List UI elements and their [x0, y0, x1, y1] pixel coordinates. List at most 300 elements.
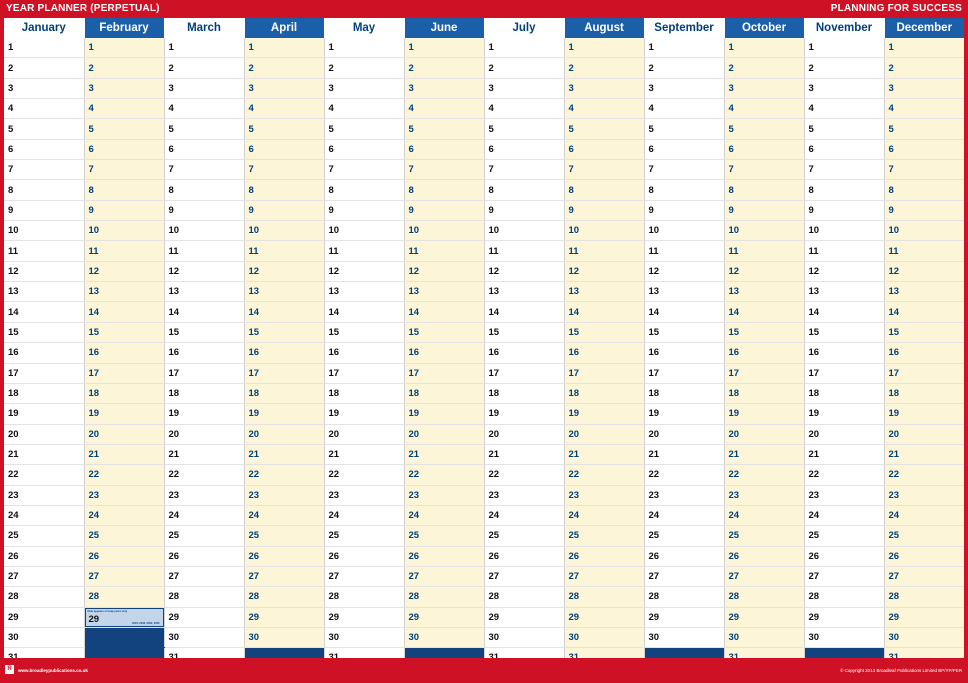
- day-cell[interactable]: 28: [564, 587, 644, 607]
- day-cell[interactable]: 10: [564, 221, 644, 241]
- day-cell[interactable]: 22: [84, 465, 164, 485]
- day-cell[interactable]: 13: [4, 282, 84, 302]
- day-cell[interactable]: 30: [804, 627, 884, 647]
- day-cell[interactable]: 23: [84, 485, 164, 505]
- day-cell[interactable]: 3: [564, 78, 644, 98]
- day-cell[interactable]: 15: [84, 322, 164, 342]
- day-cell[interactable]: 18: [244, 383, 324, 403]
- day-cell[interactable]: 5: [884, 119, 964, 139]
- day-cell[interactable]: 28: [4, 587, 84, 607]
- day-cell[interactable]: 29: [244, 607, 324, 627]
- day-cell[interactable]: 14: [724, 302, 804, 322]
- day-cell[interactable]: 2: [484, 58, 564, 78]
- day-cell[interactable]: 14: [804, 302, 884, 322]
- day-cell[interactable]: 15: [644, 322, 724, 342]
- day-cell[interactable]: 14: [244, 302, 324, 322]
- day-cell[interactable]: 1: [84, 38, 164, 58]
- day-cell[interactable]: 9: [324, 200, 404, 220]
- day-cell[interactable]: 13: [164, 282, 244, 302]
- day-cell[interactable]: 10: [884, 221, 964, 241]
- day-cell[interactable]: 6: [484, 139, 564, 159]
- day-cell[interactable]: 6: [724, 139, 804, 159]
- day-cell[interactable]: 3: [884, 78, 964, 98]
- day-cell[interactable]: 5: [164, 119, 244, 139]
- day-cell[interactable]: 10: [484, 221, 564, 241]
- day-cell[interactable]: 13: [484, 282, 564, 302]
- day-cell[interactable]: 14: [404, 302, 484, 322]
- day-cell[interactable]: 8: [84, 180, 164, 200]
- day-cell[interactable]: 21: [884, 444, 964, 464]
- day-cell[interactable]: 27: [804, 566, 884, 586]
- day-cell[interactable]: 22: [804, 465, 884, 485]
- day-cell[interactable]: 21: [804, 444, 884, 464]
- day-cell[interactable]: 29: [564, 607, 644, 627]
- day-cell[interactable]: 27: [484, 566, 564, 586]
- day-cell[interactable]: 7: [244, 160, 324, 180]
- day-cell[interactable]: 25: [164, 526, 244, 546]
- day-cell[interactable]: 22: [884, 465, 964, 485]
- day-cell[interactable]: 2: [884, 58, 964, 78]
- day-cell[interactable]: 7: [84, 160, 164, 180]
- day-cell[interactable]: 16: [804, 343, 884, 363]
- day-cell[interactable]: 27: [564, 566, 644, 586]
- day-cell[interactable]: 4: [4, 99, 84, 119]
- day-cell[interactable]: 5: [564, 119, 644, 139]
- day-cell[interactable]: 26: [84, 546, 164, 566]
- month-header-march[interactable]: March: [164, 18, 244, 38]
- day-cell[interactable]: 12: [884, 261, 964, 281]
- day-cell[interactable]: 1: [244, 38, 324, 58]
- day-cell[interactable]: 30: [164, 627, 244, 647]
- month-header-april[interactable]: April: [244, 18, 324, 38]
- day-cell[interactable]: 10: [164, 221, 244, 241]
- day-cell[interactable]: 26: [164, 546, 244, 566]
- day-cell[interactable]: 30: [644, 627, 724, 647]
- day-cell[interactable]: 3: [404, 78, 484, 98]
- day-cell[interactable]: 6: [644, 139, 724, 159]
- day-cell[interactable]: 26: [404, 546, 484, 566]
- day-cell[interactable]: 15: [324, 322, 404, 342]
- day-cell[interactable]: 4: [164, 99, 244, 119]
- day-cell[interactable]: 20: [564, 424, 644, 444]
- day-cell[interactable]: 11: [644, 241, 724, 261]
- day-cell[interactable]: 18: [724, 383, 804, 403]
- day-cell[interactable]: 2: [84, 58, 164, 78]
- day-cell[interactable]: 26: [884, 546, 964, 566]
- day-cell[interactable]: 10: [244, 221, 324, 241]
- day-cell[interactable]: 12: [244, 261, 324, 281]
- month-header-june[interactable]: June: [404, 18, 484, 38]
- day-cell[interactable]: 1: [804, 38, 884, 58]
- day-cell[interactable]: 27: [164, 566, 244, 586]
- day-cell[interactable]: 30: [4, 627, 84, 647]
- day-cell[interactable]: 24: [804, 505, 884, 525]
- day-cell[interactable]: 27: [324, 566, 404, 586]
- day-cell[interactable]: 9: [564, 200, 644, 220]
- day-cell[interactable]: 27: [884, 566, 964, 586]
- day-cell[interactable]: 11: [164, 241, 244, 261]
- day-cell[interactable]: 15: [724, 322, 804, 342]
- day-cell[interactable]: 30: [404, 627, 484, 647]
- day-cell[interactable]: 17: [884, 363, 964, 383]
- day-cell[interactable]: 18: [84, 383, 164, 403]
- day-cell[interactable]: 7: [804, 160, 884, 180]
- day-cell[interactable]: 5: [244, 119, 324, 139]
- day-cell[interactable]: 21: [724, 444, 804, 464]
- day-cell[interactable]: 8: [404, 180, 484, 200]
- day-cell[interactable]: 13: [404, 282, 484, 302]
- day-cell[interactable]: 8: [804, 180, 884, 200]
- day-cell[interactable]: 11: [724, 241, 804, 261]
- day-cell[interactable]: 4: [484, 99, 564, 119]
- day-cell[interactable]: 8: [884, 180, 964, 200]
- day-cell[interactable]: 4: [724, 99, 804, 119]
- day-cell[interactable]: 19: [4, 404, 84, 424]
- day-cell[interactable]: 15: [884, 322, 964, 342]
- day-cell[interactable]: 29: [644, 607, 724, 627]
- day-cell[interactable]: 12: [84, 261, 164, 281]
- day-cell[interactable]: 17: [484, 363, 564, 383]
- day-cell[interactable]: 9: [644, 200, 724, 220]
- day-cell[interactable]: 23: [644, 485, 724, 505]
- day-cell[interactable]: 13: [884, 282, 964, 302]
- day-cell[interactable]: 24: [884, 505, 964, 525]
- day-cell[interactable]: 24: [324, 505, 404, 525]
- day-cell[interactable]: 17: [324, 363, 404, 383]
- day-cell[interactable]: 15: [484, 322, 564, 342]
- day-cell[interactable]: 28: [404, 587, 484, 607]
- day-cell[interactable]: 17: [644, 363, 724, 383]
- day-cell[interactable]: 8: [164, 180, 244, 200]
- day-cell[interactable]: 16: [484, 343, 564, 363]
- day-cell[interactable]: 26: [644, 546, 724, 566]
- day-cell[interactable]: 6: [404, 139, 484, 159]
- month-header-december[interactable]: December: [884, 18, 964, 38]
- day-cell[interactable]: 16: [244, 343, 324, 363]
- day-cell[interactable]: 19: [404, 404, 484, 424]
- day-cell[interactable]: 1: [4, 38, 84, 58]
- footer-website-link[interactable]: www.broadleypublications.co.uk: [18, 668, 88, 673]
- day-cell[interactable]: 20: [724, 424, 804, 444]
- day-cell[interactable]: 28: [164, 587, 244, 607]
- day-cell[interactable]: 2: [324, 58, 404, 78]
- day-cell[interactable]: 25: [724, 526, 804, 546]
- day-cell[interactable]: 24: [644, 505, 724, 525]
- day-cell[interactable]: 13: [84, 282, 164, 302]
- day-cell[interactable]: 4: [324, 99, 404, 119]
- day-cell[interactable]: 5: [324, 119, 404, 139]
- day-cell[interactable]: 10: [4, 221, 84, 241]
- day-cell[interactable]: 23: [244, 485, 324, 505]
- day-cell[interactable]: 25: [804, 526, 884, 546]
- day-cell[interactable]: 2: [644, 58, 724, 78]
- day-cell[interactable]: 23: [4, 485, 84, 505]
- day-cell[interactable]: 5: [724, 119, 804, 139]
- day-cell[interactable]: 22: [564, 465, 644, 485]
- day-cell[interactable]: 25: [404, 526, 484, 546]
- day-cell[interactable]: 2: [724, 58, 804, 78]
- day-cell[interactable]: 19: [884, 404, 964, 424]
- day-cell[interactable]: 7: [644, 160, 724, 180]
- day-cell[interactable]: 28: [804, 587, 884, 607]
- day-cell[interactable]: 17: [564, 363, 644, 383]
- day-cell[interactable]: 24: [164, 505, 244, 525]
- day-cell[interactable]: 10: [724, 221, 804, 241]
- day-cell[interactable]: 2: [4, 58, 84, 78]
- day-cell[interactable]: 21: [4, 444, 84, 464]
- day-cell[interactable]: 20: [244, 424, 324, 444]
- day-cell[interactable]: 16: [724, 343, 804, 363]
- day-cell[interactable]: 7: [324, 160, 404, 180]
- day-cell[interactable]: 30: [724, 627, 804, 647]
- day-cell[interactable]: 7: [164, 160, 244, 180]
- day-cell[interactable]: 17: [164, 363, 244, 383]
- day-cell[interactable]: 23: [884, 485, 964, 505]
- month-header-may[interactable]: May: [324, 18, 404, 38]
- month-header-november[interactable]: November: [804, 18, 884, 38]
- day-cell[interactable]: 23: [404, 485, 484, 505]
- day-cell[interactable]: 15: [564, 322, 644, 342]
- day-cell[interactable]: 14: [484, 302, 564, 322]
- day-cell[interactable]: 25: [644, 526, 724, 546]
- day-cell[interactable]: 22: [324, 465, 404, 485]
- day-cell[interactable]: 14: [84, 302, 164, 322]
- day-cell[interactable]: 29: [884, 607, 964, 627]
- day-cell[interactable]: 10: [804, 221, 884, 241]
- day-cell[interactable]: 8: [484, 180, 564, 200]
- day-cell[interactable]: 11: [244, 241, 324, 261]
- day-cell[interactable]: 11: [404, 241, 484, 261]
- day-cell[interactable]: 18: [484, 383, 564, 403]
- day-cell[interactable]: 28: [884, 587, 964, 607]
- day-cell[interactable]: 13: [564, 282, 644, 302]
- day-cell[interactable]: 23: [324, 485, 404, 505]
- day-cell[interactable]: 24: [404, 505, 484, 525]
- day-cell[interactable]: 1: [404, 38, 484, 58]
- day-cell[interactable]: 11: [484, 241, 564, 261]
- day-cell[interactable]: 20: [404, 424, 484, 444]
- day-cell[interactable]: 21: [404, 444, 484, 464]
- day-cell[interactable]: 20: [884, 424, 964, 444]
- day-cell[interactable]: 22: [644, 465, 724, 485]
- day-cell[interactable]: 23: [724, 485, 804, 505]
- day-cell[interactable]: 20: [84, 424, 164, 444]
- day-cell[interactable]: 19: [84, 404, 164, 424]
- day-cell[interactable]: 12: [564, 261, 644, 281]
- day-cell[interactable]: 30: [324, 627, 404, 647]
- day-cell[interactable]: 12: [724, 261, 804, 281]
- day-cell[interactable]: 22: [404, 465, 484, 485]
- day-cell[interactable]: 20: [804, 424, 884, 444]
- day-cell[interactable]: 19: [564, 404, 644, 424]
- day-cell[interactable]: 22: [724, 465, 804, 485]
- day-cell[interactable]: 4: [84, 99, 164, 119]
- month-header-january[interactable]: January: [4, 18, 84, 38]
- day-cell[interactable]: 25: [484, 526, 564, 546]
- day-cell[interactable]: 30: [484, 627, 564, 647]
- day-cell[interactable]: 9: [724, 200, 804, 220]
- day-cell[interactable]: 1: [644, 38, 724, 58]
- day-cell[interactable]: 19: [484, 404, 564, 424]
- day-cell[interactable]: 15: [4, 322, 84, 342]
- day-cell[interactable]: 7: [564, 160, 644, 180]
- day-cell[interactable]: 27: [4, 566, 84, 586]
- month-header-october[interactable]: October: [724, 18, 804, 38]
- day-cell[interactable]: 11: [84, 241, 164, 261]
- day-cell[interactable]: 24: [564, 505, 644, 525]
- day-cell[interactable]: 6: [164, 139, 244, 159]
- day-cell[interactable]: 16: [84, 343, 164, 363]
- day-cell[interactable]: 17: [244, 363, 324, 383]
- day-cell[interactable]: 12: [164, 261, 244, 281]
- day-cell[interactable]: 29: [724, 607, 804, 627]
- day-cell[interactable]: 26: [324, 546, 404, 566]
- day-cell[interactable]: 24: [244, 505, 324, 525]
- day-cell[interactable]: 23: [804, 485, 884, 505]
- day-cell[interactable]: 8: [244, 180, 324, 200]
- day-cell[interactable]: 8: [4, 180, 84, 200]
- day-cell[interactable]: 3: [244, 78, 324, 98]
- day-cell[interactable]: 25: [564, 526, 644, 546]
- day-cell[interactable]: 25: [244, 526, 324, 546]
- day-cell[interactable]: 11: [324, 241, 404, 261]
- day-cell[interactable]: 29: [484, 607, 564, 627]
- day-cell[interactable]: 3: [164, 78, 244, 98]
- day-cell[interactable]: 19: [804, 404, 884, 424]
- day-cell[interactable]: 3: [324, 78, 404, 98]
- day-cell[interactable]: 17: [4, 363, 84, 383]
- day-cell[interactable]: 7: [484, 160, 564, 180]
- day-cell[interactable]: 17: [724, 363, 804, 383]
- day-cell[interactable]: 22: [244, 465, 324, 485]
- day-cell[interactable]: 19: [244, 404, 324, 424]
- day-cell[interactable]: 17: [84, 363, 164, 383]
- day-cell[interactable]: 15: [804, 322, 884, 342]
- day-cell[interactable]: 13: [724, 282, 804, 302]
- day-cell[interactable]: 18: [564, 383, 644, 403]
- day-cell[interactable]: 18: [884, 383, 964, 403]
- day-cell[interactable]: 13: [324, 282, 404, 302]
- day-cell[interactable]: 24: [484, 505, 564, 525]
- day-cell[interactable]: 25: [324, 526, 404, 546]
- day-cell[interactable]: 1: [564, 38, 644, 58]
- day-cell[interactable]: 5: [404, 119, 484, 139]
- day-cell[interactable]: 9: [804, 200, 884, 220]
- day-cell[interactable]: 6: [564, 139, 644, 159]
- day-cell[interactable]: 3: [484, 78, 564, 98]
- month-header-september[interactable]: September: [644, 18, 724, 38]
- day-cell[interactable]: 15: [164, 322, 244, 342]
- day-cell[interactable]: 25: [884, 526, 964, 546]
- day-cell[interactable]: 20: [484, 424, 564, 444]
- day-cell[interactable]: 1: [164, 38, 244, 58]
- day-cell[interactable]: 15: [404, 322, 484, 342]
- day-cell[interactable]: 16: [164, 343, 244, 363]
- day-cell[interactable]: 26: [724, 546, 804, 566]
- day-cell[interactable]: 8: [324, 180, 404, 200]
- day-cell[interactable]: 26: [484, 546, 564, 566]
- day-cell[interactable]: [84, 607, 164, 627]
- day-cell[interactable]: 12: [4, 261, 84, 281]
- day-cell[interactable]: 15: [244, 322, 324, 342]
- day-cell[interactable]: 29: [804, 607, 884, 627]
- day-cell[interactable]: 10: [644, 221, 724, 241]
- day-cell[interactable]: 18: [324, 383, 404, 403]
- day-cell[interactable]: 14: [884, 302, 964, 322]
- day-cell[interactable]: 21: [84, 444, 164, 464]
- day-cell[interactable]: 20: [164, 424, 244, 444]
- day-cell[interactable]: 21: [244, 444, 324, 464]
- day-cell[interactable]: 7: [404, 160, 484, 180]
- day-cell[interactable]: 19: [644, 404, 724, 424]
- day-cell[interactable]: 23: [484, 485, 564, 505]
- day-cell[interactable]: 11: [4, 241, 84, 261]
- day-cell[interactable]: 12: [484, 261, 564, 281]
- day-cell[interactable]: 6: [4, 139, 84, 159]
- day-cell[interactable]: 12: [404, 261, 484, 281]
- day-cell[interactable]: 13: [804, 282, 884, 302]
- day-cell[interactable]: 3: [644, 78, 724, 98]
- day-cell[interactable]: 6: [804, 139, 884, 159]
- day-cell[interactable]: 30: [244, 627, 324, 647]
- day-cell[interactable]: 9: [4, 200, 84, 220]
- day-cell[interactable]: 10: [324, 221, 404, 241]
- day-cell[interactable]: 29: [164, 607, 244, 627]
- day-cell[interactable]: 4: [644, 99, 724, 119]
- day-cell[interactable]: 10: [404, 221, 484, 241]
- day-cell[interactable]: 5: [484, 119, 564, 139]
- day-cell[interactable]: 28: [84, 587, 164, 607]
- day-cell[interactable]: 9: [84, 200, 164, 220]
- month-header-february[interactable]: February: [84, 18, 164, 38]
- day-cell[interactable]: 18: [404, 383, 484, 403]
- day-cell[interactable]: 1: [324, 38, 404, 58]
- day-cell[interactable]: 27: [244, 566, 324, 586]
- day-cell[interactable]: 14: [164, 302, 244, 322]
- day-cell[interactable]: 16: [564, 343, 644, 363]
- day-cell[interactable]: 5: [4, 119, 84, 139]
- day-cell[interactable]: 26: [4, 546, 84, 566]
- day-cell[interactable]: 19: [164, 404, 244, 424]
- day-cell[interactable]: 18: [4, 383, 84, 403]
- day-cell[interactable]: 8: [564, 180, 644, 200]
- day-cell[interactable]: 24: [84, 505, 164, 525]
- day-cell[interactable]: 14: [564, 302, 644, 322]
- day-cell[interactable]: 7: [4, 160, 84, 180]
- day-cell[interactable]: [84, 627, 164, 647]
- day-cell[interactable]: 21: [644, 444, 724, 464]
- day-cell[interactable]: 11: [564, 241, 644, 261]
- day-cell[interactable]: 5: [84, 119, 164, 139]
- day-cell[interactable]: 29: [324, 607, 404, 627]
- day-cell[interactable]: 28: [724, 587, 804, 607]
- day-cell[interactable]: 13: [644, 282, 724, 302]
- day-cell[interactable]: 4: [884, 99, 964, 119]
- day-cell[interactable]: 3: [804, 78, 884, 98]
- day-cell[interactable]: 16: [884, 343, 964, 363]
- day-cell[interactable]: 5: [804, 119, 884, 139]
- day-cell[interactable]: 3: [4, 78, 84, 98]
- day-cell[interactable]: 11: [884, 241, 964, 261]
- day-cell[interactable]: 20: [4, 424, 84, 444]
- day-cell[interactable]: 30: [564, 627, 644, 647]
- day-cell[interactable]: 16: [404, 343, 484, 363]
- day-cell[interactable]: 27: [404, 566, 484, 586]
- day-cell[interactable]: 8: [724, 180, 804, 200]
- day-cell[interactable]: 22: [164, 465, 244, 485]
- day-cell[interactable]: 28: [244, 587, 324, 607]
- day-cell[interactable]: 9: [884, 200, 964, 220]
